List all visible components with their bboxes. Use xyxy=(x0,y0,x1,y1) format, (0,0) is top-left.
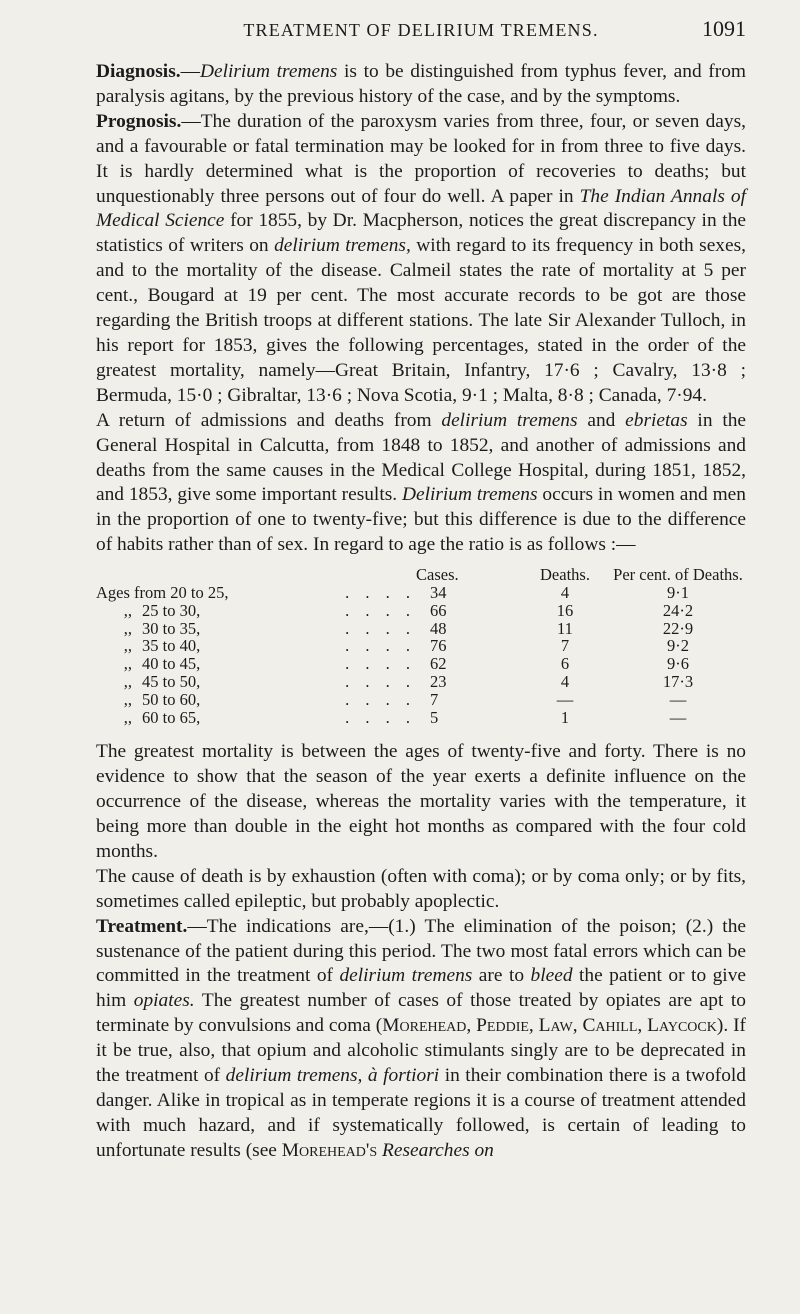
row-percent: 22·9 xyxy=(662,618,694,638)
treatment-authors: Morehead, Peddie, Law, Cahill, Laycock xyxy=(382,1015,717,1037)
leader-dots: . . . . xyxy=(345,689,416,709)
ditto-mark: ,, xyxy=(123,618,132,638)
age-label: 25 to 30, xyxy=(142,600,201,620)
ditto-mark: ,, xyxy=(123,600,132,620)
row-deaths: 1 xyxy=(560,707,570,727)
table-row xyxy=(96,673,746,691)
diagnosis-term: Delirium tremens xyxy=(199,61,338,82)
table-header-deaths: Deaths. xyxy=(540,565,590,585)
treatment-term-3: opiates. xyxy=(133,990,195,1012)
row-age-range xyxy=(96,602,416,620)
treatment-text-4: The greatest number of cases of those treated by opiates are apt to terminate by convulsions and coma ( xyxy=(96,990,747,1037)
age-label: 30 to 35, xyxy=(142,618,201,638)
table-row xyxy=(96,655,746,673)
ditto-mark: ,, xyxy=(123,671,132,691)
table-row xyxy=(96,691,746,709)
diagnosis-paragraph xyxy=(96,60,746,110)
row-deaths: 16 xyxy=(556,600,574,620)
leader-dots: . . . . xyxy=(345,707,416,727)
age-label: 45 to 50, xyxy=(142,671,201,691)
prognosis-paragraph xyxy=(96,110,746,409)
age-label: 60 to 65, xyxy=(142,707,201,727)
row-cases: 34 xyxy=(430,582,447,602)
row-age-range xyxy=(96,673,416,691)
row-percent: 9·6 xyxy=(667,654,689,674)
age-label: 40 to 45, xyxy=(142,654,201,674)
treatment-term-1: delirium tremens xyxy=(339,965,473,987)
row-age-range xyxy=(96,584,416,602)
returns-paragraph xyxy=(96,409,746,558)
table-row xyxy=(96,637,746,655)
page-number: 1091 xyxy=(702,16,746,41)
row-age-range xyxy=(96,655,416,673)
prognosis-text-2: for 1855, by Dr. Macpherson, notices the great discrepancy in the statistics of writers on xyxy=(96,210,746,257)
row-percent: 24·2 xyxy=(662,600,694,620)
row-deaths: 6 xyxy=(560,654,570,674)
leader-dots: . . . . xyxy=(345,671,416,691)
returns-term-1: delirium tremens xyxy=(441,409,578,431)
table-header-row xyxy=(96,566,746,584)
treatment-text-5: ). If it be true, also, that opium and alcoholic stimulants singly are to be deprecated in the treatment of xyxy=(96,1015,746,1087)
diagnosis-heading: Diagnosis. xyxy=(96,61,181,82)
row-deaths: 4 xyxy=(560,671,570,691)
row-percent: 9·2 xyxy=(667,636,689,656)
row-percent: 9·1 xyxy=(667,582,689,602)
row-cases: 5 xyxy=(430,707,439,727)
treatment-heading: Treatment. xyxy=(96,915,188,937)
row-age-range xyxy=(96,709,416,727)
row-cases: 66 xyxy=(430,600,447,620)
row-percent: — xyxy=(669,689,687,709)
row-deaths: — xyxy=(556,689,574,709)
treatment-text-3: the patient or to give him xyxy=(96,965,746,1012)
ditto-mark: ,, xyxy=(123,654,132,674)
returns-text-2: and xyxy=(577,409,626,431)
row-cases: 23 xyxy=(430,671,447,691)
table-row xyxy=(96,620,746,638)
prognosis-text-1: —The duration of the paroxysm varies from three, four, or seven days, and a favourable or fatal termination may be looked for in from three to five days. It is hardly determined what is the proportion of recoveries to deaths; but unquestionably three persons out of four do well. A paper in xyxy=(96,110,746,207)
row-percent: 17·3 xyxy=(662,671,694,691)
treatment-work: Researches on xyxy=(382,1139,494,1161)
treatment-paragraph xyxy=(96,915,746,1164)
prognosis-text-3: with regard to its frequency in both sexes, and to the mortality of the disease. Calmeil states the rate of mortality at 5 per cent., Bougard at 19 per cent. The most accurate records to be got are those regarding the British troops at different stations. The late Sir Alexander Tulloch, in his report for 1853, gives the following percentages, stated in the order of the greatest mortality, namely—Great Britain, Infantry, 17·6 ; Cavalry, 13·8 ; Bermuda, 15·0 ; Gibraltar, 13·6 ; Nova Scotia, 9·1 ; Malta, 8·8 ; Canada, 7·94. xyxy=(96,235,746,406)
row-age-range xyxy=(96,691,416,709)
treatment-text-2: are to xyxy=(472,965,531,987)
age-label: 50 to 60, xyxy=(142,689,201,709)
table-body xyxy=(96,584,746,726)
treatment-text-6: in their combination there is a twofold danger. Alike in tropical as in temperate regions it is a course of treatment attended with much hazard, and if systematically followed, is certain of leading to unfortunate results (see xyxy=(96,1065,746,1161)
leader-dots: . . . . xyxy=(345,600,416,620)
row-cases: 7 xyxy=(430,689,439,709)
treatment-text-1: —The indications are,—(1.) The elimination of the poison; (2.) the sustenance of the patient during this period. The two most fatal errors which can be committed in the treatment of xyxy=(96,915,746,987)
leader-dots: . . . . xyxy=(345,636,416,656)
returns-term-3: Delirium tremens xyxy=(401,484,538,506)
age-mortality-table xyxy=(96,566,746,726)
prognosis-term: delirium tremens, xyxy=(274,235,411,257)
row-deaths: 11 xyxy=(557,618,573,638)
row-deaths: 4 xyxy=(560,582,570,602)
ditto-mark: ,, xyxy=(123,707,132,727)
row-deaths: 7 xyxy=(560,636,570,656)
row-age-range xyxy=(96,637,416,655)
row-cases: 76 xyxy=(430,636,447,656)
row-cases: 62 xyxy=(430,654,447,674)
treatment-term-2: bleed xyxy=(530,965,573,987)
returns-text-4: occurs in women and men in the proportion of one to twenty-five; but this difference is due to the difference of habits rather than of sex. In regard to age the ratio is as follows :— xyxy=(96,484,746,556)
age-label: 35 to 40, xyxy=(142,636,201,656)
ditto-mark: ,, xyxy=(123,636,132,656)
table-row xyxy=(96,709,746,727)
row-cases: 48 xyxy=(430,618,447,638)
prognosis-journal: The Indian Annals of Medical Science xyxy=(96,185,746,232)
diagnosis-dash: — xyxy=(180,61,200,82)
treatment-author-2: Morehead's xyxy=(281,1139,378,1161)
table-row xyxy=(96,602,746,620)
diagnosis-text: is to be distinguished from typhus fever, and from paralysis agitans, by the previous history of the case, and by the symptoms. xyxy=(96,61,746,107)
mortality-paragraph xyxy=(96,740,746,865)
row-age-range xyxy=(96,620,416,638)
returns-term-2: ebrietas xyxy=(625,409,688,431)
table-header-cases: Cases. xyxy=(416,565,459,585)
running-title: TREATMENT OF DELIRIUM TREMENS. xyxy=(243,20,599,40)
cause-paragraph xyxy=(96,865,746,915)
ditto-mark: ,, xyxy=(123,689,132,709)
treatment-term-4: delirium tremens, à fortiori xyxy=(225,1065,440,1087)
leader-dots: . . . . xyxy=(345,654,416,674)
cause-text: The cause of death is by exhaustion (often with coma); or by coma only; or by fits, sometimes called epileptic, but probably apoplectic. xyxy=(96,865,746,912)
prognosis-heading: Prognosis. xyxy=(96,110,182,132)
page-header xyxy=(96,14,746,44)
table-row xyxy=(96,584,746,602)
mortality-text: The greatest mortality is between the ages of twenty-five and forty. There is no evidence to show that the season of the year exerts a definite influence on the occurrence of the disease, whereas the mortality varies with the temperature, it being more than double in the eight hot months as compared with the four cold months. xyxy=(96,741,746,862)
returns-text-3: in the General Hospital in Calcutta, from 1848 to 1852, and another of admissions and deaths from the same causes in the Medical College Hospital, during 1851, 1852, and 1853, give some important results. xyxy=(96,409,747,506)
leader-dots: . . . . xyxy=(345,618,416,638)
page-body xyxy=(96,60,746,1164)
leader-dots: . . . . xyxy=(345,582,416,602)
returns-text-1: A return of admissions and deaths from xyxy=(96,409,442,431)
row-percent: — xyxy=(669,707,687,727)
table-header-blank xyxy=(96,566,416,584)
table-header-percent: Per cent. of Deaths. xyxy=(613,565,743,585)
age-label: Ages from 20 to 25, xyxy=(96,582,229,602)
